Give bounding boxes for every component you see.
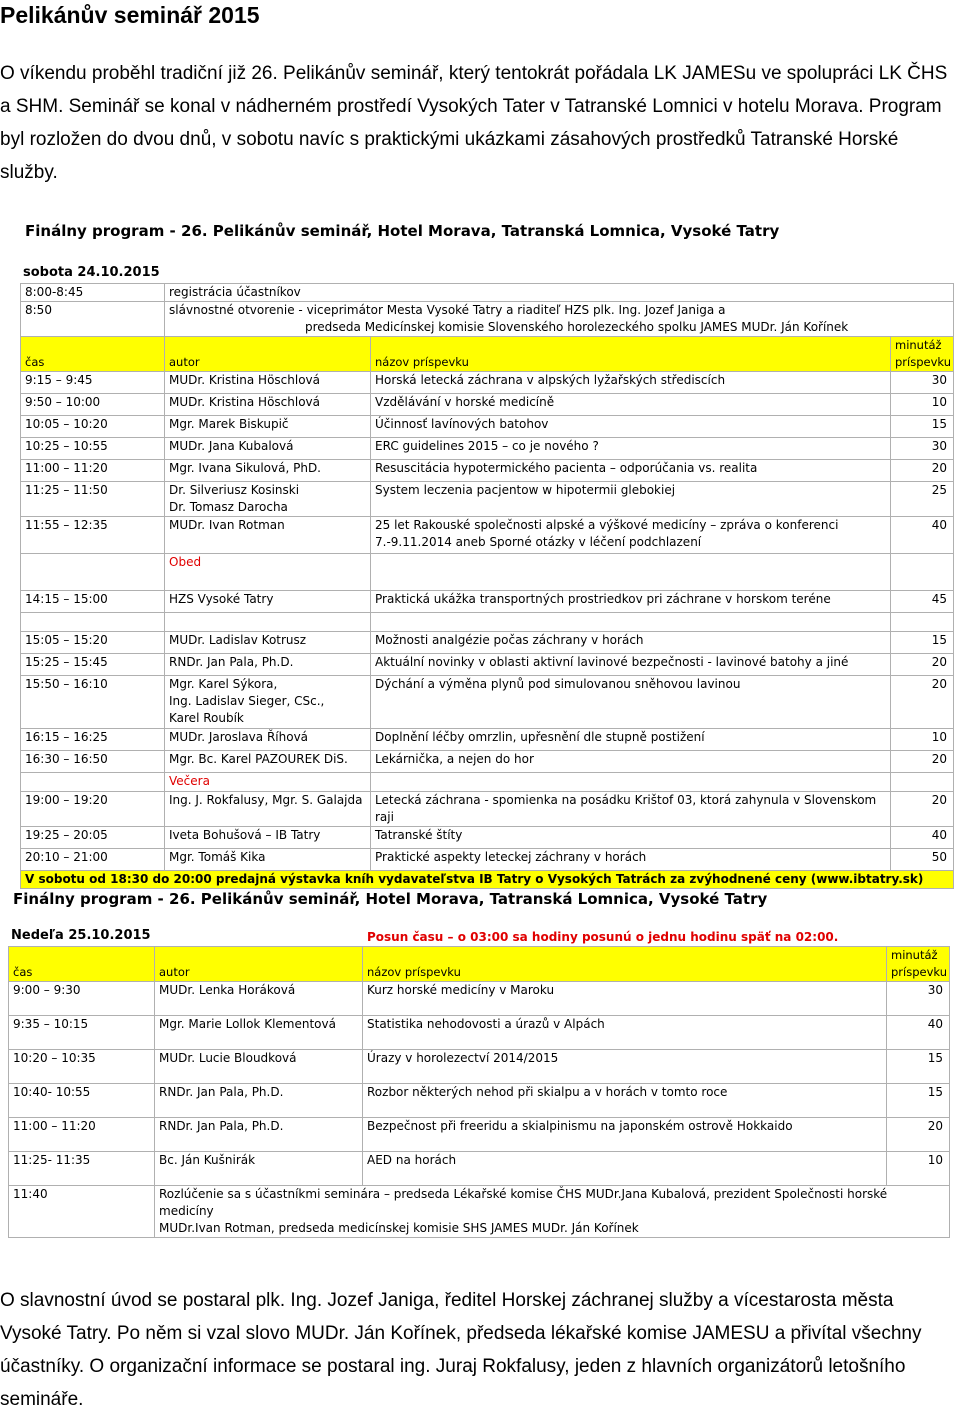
- table-row: [21, 632, 954, 654]
- header-topic: názov príspevku: [371, 337, 891, 372]
- table-row: [21, 302, 954, 337]
- author-name: Mgr. Karel Sýkora,: [169, 677, 278, 691]
- table-row: [21, 827, 954, 849]
- empty-cell: [371, 613, 891, 632]
- minutes-cell: 15: [887, 1050, 950, 1084]
- author-cell: [165, 372, 371, 394]
- time-cell: 11:40: [9, 1186, 155, 1238]
- author-name: MUDr. Ivan Rotman: [169, 518, 285, 532]
- table-row: [21, 591, 954, 613]
- text-cell: registrácia účastníkov: [165, 284, 954, 302]
- author-name: MUDr. Kristina Höschlová: [169, 395, 320, 409]
- topic-cell: [371, 438, 891, 460]
- time-cell: 9:00 – 9:30: [9, 982, 155, 1016]
- topic-cell: [371, 729, 891, 751]
- author-cell: [165, 729, 371, 751]
- time-cell: 9:50 – 10:00: [21, 394, 165, 416]
- topic-title: Vzdělávání v horské medicíně: [375, 395, 555, 409]
- table-row: [21, 460, 954, 482]
- author-cell: Mgr. Marie Lollok Klementová: [155, 1016, 363, 1050]
- table-row: [21, 613, 954, 632]
- minutes-cell: 40: [891, 517, 954, 554]
- topic-cell: Úrazy v horolezectví 2014/2015: [363, 1050, 887, 1084]
- author-name: Iveta Bohušová – IB Tatry: [169, 828, 321, 842]
- topic-cell: [371, 654, 891, 676]
- author-cell: [165, 517, 371, 554]
- minutes-cell: 20: [891, 792, 954, 827]
- topic-title: Horská letecká záchrana v alpských lyžařských střediscích: [375, 373, 726, 387]
- time-cell: [21, 554, 165, 591]
- author-cell: [165, 416, 371, 438]
- author-cell: Bc. Ján Kušnirák: [155, 1152, 363, 1186]
- minutes-cell: 20: [891, 654, 954, 676]
- topic-title: 7.-9.11.2014 aneb Sporné otázky v léčení podchlazení: [375, 535, 702, 549]
- time-cell: 15:50 – 16:10: [21, 676, 165, 729]
- topic-cell: Kurz horské medicíny v Maroku: [363, 982, 887, 1016]
- topic-cell: [371, 827, 891, 849]
- minutes-cell: [891, 773, 954, 792]
- table-row: [9, 1016, 950, 1050]
- author-cell: [165, 827, 371, 849]
- minutes-cell: 10: [891, 729, 954, 751]
- table-row: [21, 394, 954, 416]
- topic-title: Praktická ukážka transportných prostriedkov pri záchrane v horskom teréne: [375, 592, 831, 606]
- minutes-cell: 20: [891, 676, 954, 729]
- minutes-cell: 30: [891, 438, 954, 460]
- author-name: RNDr. Jan Pala, Ph.D.: [169, 655, 294, 669]
- day-label: sobota 24.10.2015: [23, 265, 160, 280]
- schedule-body: [21, 284, 954, 889]
- time-cell: 11:00 – 11:20: [21, 460, 165, 482]
- table-row: [21, 729, 954, 751]
- opening-line-1: slávnostné otvorenie - viceprimátor Mesta Vysoké Tatry a riaditeľ HZS plk. Ing. Jozef Janiga a: [169, 303, 726, 317]
- topic-title: Dýchání a výměna plynů pod simulovanou sněhovou lavinou: [375, 677, 741, 691]
- author-cell: [165, 482, 371, 517]
- topic-title: Aktuální novinky v oblasti aktivní lavinové bezpečnosti - lavinové batohy a jiné: [375, 655, 849, 669]
- minutes-cell: 15: [891, 632, 954, 654]
- text-cell: [165, 302, 954, 337]
- intro-paragraph: O víkendu proběhl tradiční již 26. Pelikánův seminář, který tentokrát pořádala LK JAMESu ve spolupráci LK ČHS a SHM. Seminář se konal v nádherném prostředí Vysokých Tater v Tatranské Lomnici v hotelu Morava. Program byl rozložen do dvou dnů, v sobotu navíc s praktickými ukázkami zásahových prostředků Tatranské Horské služby.: [0, 63, 948, 183]
- break-label: Obed: [165, 554, 371, 591]
- author-name: Mgr. Ivana Sikulová, PhD.: [169, 461, 321, 475]
- author-cell: [165, 654, 371, 676]
- time-cell: 16:30 – 16:50: [21, 751, 165, 773]
- closing-row: [9, 1186, 950, 1238]
- header-time: čas: [21, 337, 165, 372]
- minutes-cell: 15: [887, 1084, 950, 1118]
- topic-title: System leczenia pacjentow w hipotermii glebokiej: [375, 483, 676, 497]
- header-row: [9, 947, 950, 982]
- author-cell: RNDr. Jan Pala, Ph.D.: [155, 1118, 363, 1152]
- header-minutes: minutáž príspevku: [887, 947, 950, 982]
- topic-cell: [371, 773, 891, 792]
- topic-title: Tatranské štíty: [375, 828, 463, 842]
- table-row: [21, 517, 954, 554]
- header-time: čas: [9, 947, 155, 982]
- closing-paragraph: O slavnostní úvod se postaral plk. Ing. Jozef Janiga, ředitel Horskej záchranej služby a vícestarosta města Vysoké Tatry. Po něm si vzal slovo MUDr. Ján Kořínek, předseda lékařské komise JAMESU a přivítal všechny účastníky. O organizační informace se postaral ing. Juraj Rokfalusy, jeden z hlavních organizátorů letošního semináře.: [0, 1290, 922, 1410]
- author-cell: [165, 849, 371, 871]
- table-row: [21, 792, 954, 827]
- opening-line-2: predseda Medicínskej komisie Slovenského horolezeckého spolku JAMES MUDr. Ján Kořínek: [305, 320, 849, 334]
- schedule-table: [8, 946, 950, 1238]
- table-row: [21, 416, 954, 438]
- topic-cell: [371, 632, 891, 654]
- author-name: Mgr. Bc. Karel PAZOUREK DiS.: [169, 752, 348, 766]
- schedule-table: [20, 283, 954, 889]
- topic-cell: [371, 482, 891, 517]
- author-cell: [165, 792, 371, 827]
- closing-line-2: MUDr.Ivan Rotman, predseda medicínskej komisie SHS JAMES MUDr. Ján Kořínek: [159, 1221, 639, 1235]
- program-title: Finálny program - 26. Pelikánův seminář, Hotel Morava, Tatranská Lomnica, Vysoké Tatry: [13, 890, 768, 908]
- author-name: Mgr. Marek Biskupič: [169, 417, 289, 431]
- minutes-cell: 15: [891, 416, 954, 438]
- footer-row: [21, 871, 954, 889]
- topic-title: Letecká záchrana - spomienka na posádku Krištof 03, ktorá zahynula v Slovenskom raji: [375, 793, 877, 824]
- topic-cell: [371, 460, 891, 482]
- topic-cell: [371, 676, 891, 729]
- topic-cell: [371, 416, 891, 438]
- closing-line-1: Rozlúčenie sa s účastníkmi seminára – predseda Lékařské komise ČHS MUDr.Jana Kubalová, prezident Společnosti horské medicíny: [159, 1187, 888, 1218]
- footer-note: V sobotu od 18:30 do 20:00 predajná výstavka kníh vydavateľstva IB Tatry o Vysokých Tatrách za zvýhodnené ceny (www.ibtatry.sk): [21, 871, 954, 889]
- topic-title: Resuscitácia hypotermického pacienta – odporúčania vs. realita: [375, 461, 758, 475]
- author-name: Mgr. Tomáš Kika: [169, 850, 266, 864]
- time-cell: 19:25 – 20:05: [21, 827, 165, 849]
- topic-cell: [371, 372, 891, 394]
- time-cell: 11:00 – 11:20: [9, 1118, 155, 1152]
- table-row: [21, 438, 954, 460]
- table-row: [9, 1118, 950, 1152]
- time-change-note: Posun času – o 03:00 sa hodiny posunú o jednu hodinu späť na 02:00.: [367, 930, 839, 944]
- time-cell: 10:25 – 10:55: [21, 438, 165, 460]
- minutes-cell: 20: [887, 1118, 950, 1152]
- header-row: [21, 337, 954, 372]
- table-row: [21, 284, 954, 302]
- author-name: Dr. Tomasz Darocha: [169, 500, 288, 514]
- topic-cell: [371, 394, 891, 416]
- table-row: [9, 1084, 950, 1118]
- topic-title: Účinnosť lavínových batohov: [375, 417, 549, 431]
- time-cell: 15:25 – 15:45: [21, 654, 165, 676]
- table-row: [21, 849, 954, 871]
- time-cell: 9:35 – 10:15: [9, 1016, 155, 1050]
- topic-title: Praktické aspekty leteckej záchrany v horách: [375, 850, 647, 864]
- table-row: [21, 676, 954, 729]
- minutes-cell: [891, 554, 954, 591]
- time-cell: 11:25 – 11:50: [21, 482, 165, 517]
- time-cell: 11:25- 11:35: [9, 1152, 155, 1186]
- minutes-cell: 40: [891, 827, 954, 849]
- topic-cell: [371, 849, 891, 871]
- time-cell: [21, 773, 165, 792]
- time-cell: 16:15 – 16:25: [21, 729, 165, 751]
- author-name: MUDr. Ladislav Kotrusz: [169, 633, 307, 647]
- header-author: autor: [165, 337, 371, 372]
- topic-cell: [371, 751, 891, 773]
- empty-cell: [165, 613, 371, 632]
- author-cell: RNDr. Jan Pala, Ph.D.: [155, 1084, 363, 1118]
- day-label: Nedeľa 25.10.2015: [11, 928, 151, 943]
- time-cell: 14:15 – 15:00: [21, 591, 165, 613]
- topic-title: Možnosti analgézie počas záchrany v horách: [375, 633, 644, 647]
- time-cell: 19:00 – 19:20: [21, 792, 165, 827]
- table-row: [9, 1152, 950, 1186]
- topic-cell: Bezpečnost při freeridu a skialpinismu na japonském ostrově Hokkaido: [363, 1118, 887, 1152]
- author-name: MUDr. Jana Kubalová: [169, 439, 294, 453]
- time-cell: 10:20 – 10:35: [9, 1050, 155, 1084]
- empty-cell: [21, 613, 165, 632]
- author-cell: [165, 438, 371, 460]
- page-title: Pelikánův seminář 2015: [0, 2, 260, 28]
- topic-cell: Rozbor některých nehod při skialpu a v horách v tomto roce: [363, 1084, 887, 1118]
- header-topic: názov príspevku: [363, 947, 887, 982]
- topic-cell: Statistika nehodovosti a úrazů v Alpách: [363, 1016, 887, 1050]
- minutes-cell: 20: [891, 460, 954, 482]
- program-title: Finálny program - 26. Pelikánův seminář, Hotel Morava, Tatranská Lomnica, Vysoké Tatry: [25, 222, 780, 240]
- author-cell: [165, 460, 371, 482]
- topic-cell: AED na horách: [363, 1152, 887, 1186]
- time-cell: 20:10 – 21:00: [21, 849, 165, 871]
- empty-cell: [891, 613, 954, 632]
- topic-cell: [371, 554, 891, 591]
- minutes-cell: 50: [891, 849, 954, 871]
- topic-cell: [371, 591, 891, 613]
- minutes-cell: 10: [887, 1152, 950, 1186]
- minutes-cell: 20: [891, 751, 954, 773]
- table-row: [9, 982, 950, 1016]
- minutes-cell: 10: [891, 394, 954, 416]
- author-name: Ing. Ladislav Sieger, CSc.,: [169, 694, 325, 708]
- header-author: autor: [155, 947, 363, 982]
- topic-cell: [371, 517, 891, 554]
- time-cell: 8:00-8:45: [21, 284, 165, 302]
- author-name: Karel Roubík: [169, 711, 244, 725]
- author-cell: [165, 394, 371, 416]
- author-cell: MUDr. Lenka Horáková: [155, 982, 363, 1016]
- author-name: Ing. J. Rokfalusy, Mgr. S. Galajda: [169, 793, 363, 807]
- minutes-cell: 45: [891, 591, 954, 613]
- table-row: [21, 751, 954, 773]
- topic-title: Lekárnička, a nejen do hor: [375, 752, 534, 766]
- minutes-cell: 30: [887, 982, 950, 1016]
- table-row: [21, 773, 954, 792]
- table-row: [21, 554, 954, 591]
- topic-title: ERC guidelines 2015 – co je nového ?: [375, 439, 599, 453]
- author-cell: MUDr. Lucie Bloudková: [155, 1050, 363, 1084]
- topic-title: Doplnění léčby omrzlin, upřesnění dle stupně postižení: [375, 730, 705, 744]
- table-row: [21, 372, 954, 394]
- time-cell: 10:40- 10:55: [9, 1084, 155, 1118]
- topic-cell: [371, 792, 891, 827]
- author-name: HZS Vysoké Tatry: [169, 592, 274, 606]
- time-cell: 8:50: [21, 302, 165, 337]
- time-cell: 10:05 – 10:20: [21, 416, 165, 438]
- table-row: [21, 482, 954, 517]
- schedule-body: [9, 947, 950, 1238]
- minutes-cell: 30: [891, 372, 954, 394]
- author-cell: [165, 676, 371, 729]
- minutes-cell: 40: [887, 1016, 950, 1050]
- author-name: MUDr. Kristina Höschlová: [169, 373, 320, 387]
- time-cell: 9:15 – 9:45: [21, 372, 165, 394]
- author-cell: [165, 632, 371, 654]
- author-cell: [165, 751, 371, 773]
- break-label: Večera: [165, 773, 371, 792]
- table-row: [9, 1050, 950, 1084]
- time-cell: 15:05 – 15:20: [21, 632, 165, 654]
- header-minutes: minutáž príspevku: [891, 337, 954, 372]
- author-cell: [165, 591, 371, 613]
- author-name: Dr. Silveriusz Kosinski: [169, 483, 300, 497]
- time-cell: 11:55 – 12:35: [21, 517, 165, 554]
- table-row: [21, 654, 954, 676]
- topic-title: 25 let Rakouské společnosti alpské a výškové medicíny – zpráva o konferenci: [375, 518, 839, 532]
- author-name: MUDr. Jaroslava Říhová: [169, 730, 309, 744]
- closing-text-cell: [155, 1186, 950, 1238]
- minutes-cell: 25: [891, 482, 954, 517]
